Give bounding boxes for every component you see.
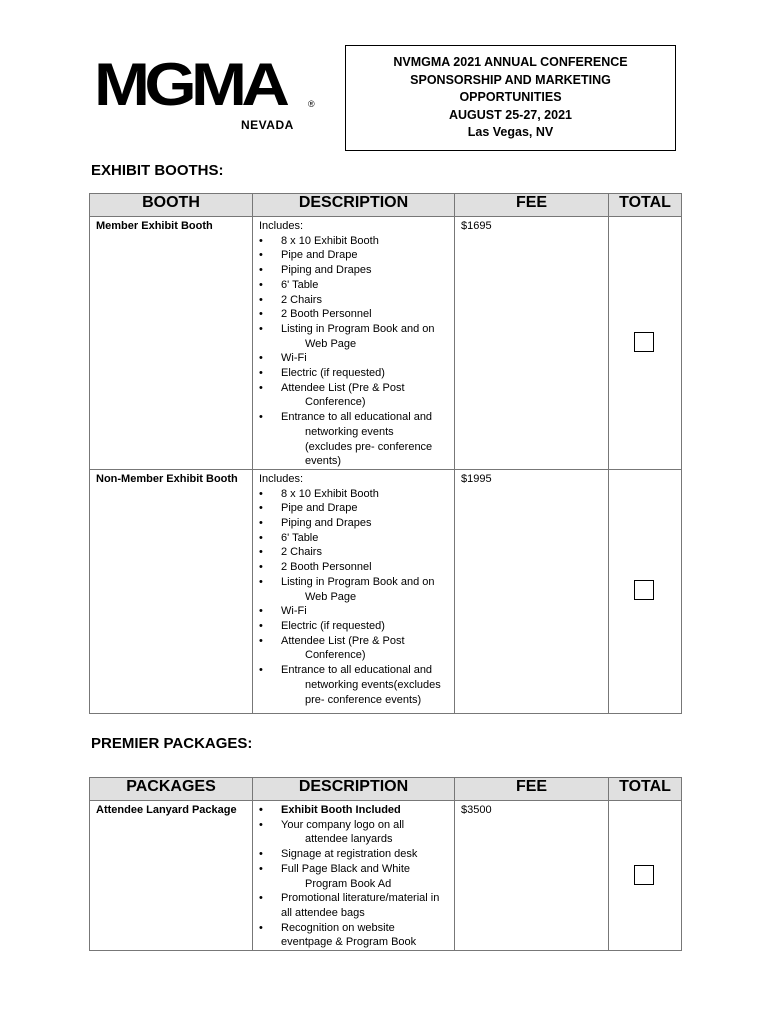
list-item-text: Pipe and Drape xyxy=(281,502,358,515)
list-item-text: 6' Table xyxy=(281,531,319,544)
header-line: AUGUST 25-27, 2021 xyxy=(449,107,572,122)
table-header-row xyxy=(90,194,682,217)
list-item-text: 2 Chairs xyxy=(281,546,322,559)
list-item-text: Listing in Program Book and on xyxy=(281,575,435,588)
list-item-text: 2 Booth Personnel xyxy=(281,561,372,574)
list-item xyxy=(259,516,448,531)
list-item xyxy=(259,575,448,604)
column-header-packages: PACKAGES xyxy=(90,778,253,801)
column-header-total: TOTAL xyxy=(609,194,682,217)
list-item xyxy=(259,322,448,351)
list-item xyxy=(259,410,448,469)
list-item xyxy=(259,263,448,278)
list-item xyxy=(259,921,448,950)
list-item-text: Conference) xyxy=(305,396,366,409)
list-item-text: (excludes pre- conference xyxy=(305,440,433,453)
package-description xyxy=(253,801,455,951)
list-item xyxy=(259,278,448,293)
table-row xyxy=(90,801,682,951)
list-item-text: Piping and Drapes xyxy=(281,264,372,277)
booth-fee: $1995 xyxy=(455,469,609,713)
list-item-text: Conference) xyxy=(305,649,366,662)
table-row xyxy=(90,217,682,470)
list-item xyxy=(259,803,448,818)
logo-subtitle: NEVADA xyxy=(241,118,294,132)
list-item xyxy=(259,501,448,516)
list-item-text: Exhibit Booth Included xyxy=(281,804,401,816)
list-item-text: Signage at registration desk xyxy=(281,848,418,861)
list-item-text: 2 Booth Personnel xyxy=(281,308,372,321)
list-item-text: Electric (if requested) xyxy=(281,367,385,380)
list-item xyxy=(259,663,448,707)
booth-description xyxy=(253,469,455,713)
exhibit-booths-title: EXHIBIT BOOTHS: xyxy=(91,162,224,179)
list-item-text: Web Page xyxy=(305,590,357,603)
booth-total-cell xyxy=(609,217,682,470)
booth-total-cell xyxy=(609,469,682,713)
list-item-text: Entrance to all educational and xyxy=(281,411,433,424)
exhibit-booths-table xyxy=(89,193,682,714)
list-item-text: Listing in Program Book and on xyxy=(281,322,435,335)
list-item-text: Promotional literature/material in all attendee bags xyxy=(281,892,440,919)
list-item-text: 6' Table xyxy=(281,278,319,291)
booth-fee: $1695 xyxy=(455,217,609,470)
package-fee: $3500 xyxy=(455,801,609,951)
list-item xyxy=(259,545,448,560)
list-item xyxy=(259,487,448,502)
list-item-text: events) xyxy=(305,455,342,468)
column-header-description: DESCRIPTION xyxy=(253,194,455,217)
registered-mark: ® xyxy=(308,99,315,109)
list-item-text: Wi-Fi xyxy=(281,605,307,618)
list-item xyxy=(259,351,448,366)
list-item-text: Wi-Fi xyxy=(281,352,307,365)
list-item-text: attendee lanyards xyxy=(305,833,393,846)
booth-name: Member Exhibit Booth xyxy=(90,217,253,470)
list-item-text: Piping and Drapes xyxy=(281,517,372,530)
table-header-row xyxy=(90,778,682,801)
header-line: OPPORTUNITIES xyxy=(459,90,562,104)
table-row xyxy=(90,469,682,713)
list-item-text: Program Book Ad xyxy=(305,877,392,890)
list-item xyxy=(259,847,448,862)
list-item-text: Attendee List (Pre & Post xyxy=(281,634,405,647)
includes-list xyxy=(259,234,448,469)
premier-packages-table xyxy=(89,777,682,951)
column-header-fee: FEE xyxy=(455,194,609,217)
logo-mark: MGMA xyxy=(94,51,285,118)
booth-name: Non-Member Exhibit Booth xyxy=(90,469,253,713)
list-item xyxy=(259,619,448,634)
booth-description xyxy=(253,217,455,470)
list-item-text: pre- conference events) xyxy=(305,693,422,706)
mgma-nevada-logo xyxy=(92,53,324,133)
list-item-text: Your company logo on all xyxy=(281,818,405,831)
package-name: Attendee Lanyard Package xyxy=(90,801,253,951)
list-item xyxy=(259,818,448,847)
header-line: NVMGMA 2021 ANNUAL CONFERENCE xyxy=(393,55,628,69)
column-header-booth: BOOTH xyxy=(90,194,253,217)
list-item xyxy=(259,307,448,322)
list-item-text: 8 x 10 Exhibit Booth xyxy=(281,487,379,500)
list-item xyxy=(259,560,448,575)
select-nonmember-booth-checkbox[interactable] xyxy=(634,580,654,600)
list-item-text: Entrance to all educational and xyxy=(281,664,433,677)
list-item xyxy=(259,234,448,249)
list-item xyxy=(259,604,448,619)
list-item-text: networking events xyxy=(305,425,394,438)
list-item-text: Electric (if requested) xyxy=(281,619,385,632)
list-item xyxy=(259,293,448,308)
header-line: SPONSORSHIP AND MARKETING xyxy=(410,72,611,87)
includes-label: Includes: xyxy=(259,220,304,232)
list-item-text: 2 Chairs xyxy=(281,293,322,306)
includes-list xyxy=(259,487,448,708)
list-item-text: Web Page xyxy=(305,337,357,350)
column-header-total: TOTAL xyxy=(609,778,682,801)
column-header-description: DESCRIPTION xyxy=(253,778,455,801)
list-item-text: Recognition on website eventpage & Program Book xyxy=(281,921,417,949)
list-item-text: Attendee List (Pre & Post xyxy=(281,381,405,394)
list-item xyxy=(259,891,448,920)
list-item xyxy=(259,248,448,263)
package-total-cell xyxy=(609,801,682,951)
list-item xyxy=(259,531,448,546)
list-item-text: Pipe and Drape xyxy=(281,249,358,262)
conference-header-box xyxy=(345,45,676,151)
select-lanyard-package-checkbox[interactable] xyxy=(634,865,654,885)
select-member-booth-checkbox[interactable] xyxy=(634,332,654,352)
package-items-list xyxy=(259,803,448,950)
list-item-text: Full Page Black and White xyxy=(281,862,411,875)
list-item xyxy=(259,634,448,663)
premier-packages-title: PREMIER PACKAGES: xyxy=(91,735,253,752)
column-header-fee: FEE xyxy=(455,778,609,801)
header-line: Las Vegas, NV xyxy=(467,125,554,139)
list-item-text: networking events(excludes xyxy=(305,678,441,691)
includes-label: Includes: xyxy=(259,472,304,485)
list-item-text: 8 x 10 Exhibit Booth xyxy=(281,234,379,247)
list-item xyxy=(259,862,448,891)
list-item xyxy=(259,366,448,381)
list-item xyxy=(259,381,448,410)
